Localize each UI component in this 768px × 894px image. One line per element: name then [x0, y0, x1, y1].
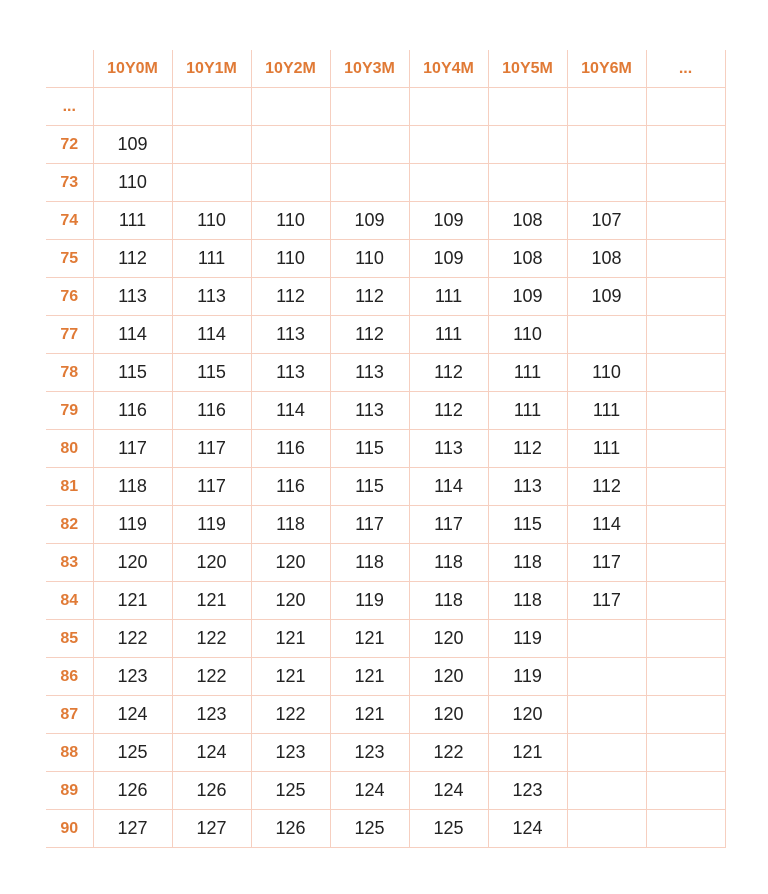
row-header: 76: [46, 278, 93, 316]
table-cell: [488, 126, 567, 164]
table-cell: 117: [567, 544, 646, 582]
table-cell: 121: [251, 658, 330, 696]
table-cell: 120: [409, 658, 488, 696]
table-cell: 108: [567, 240, 646, 278]
table-cell: 123: [251, 734, 330, 772]
table-cell: 109: [330, 202, 409, 240]
table-cell: [646, 430, 725, 468]
table-cell: 120: [488, 696, 567, 734]
data-table: [46, 50, 726, 848]
table-cell: 125: [330, 810, 409, 848]
table-row: [46, 316, 725, 354]
table-row: [46, 88, 725, 126]
table-cell: 119: [488, 658, 567, 696]
table-cell: [646, 88, 725, 126]
table-cell: [488, 88, 567, 126]
table-row: [46, 544, 725, 582]
table-cell: 113: [93, 278, 172, 316]
table-cell: [330, 164, 409, 202]
table-cell: 120: [172, 544, 251, 582]
table-cell: [567, 658, 646, 696]
table-cell: [646, 734, 725, 772]
table-cell: 120: [409, 696, 488, 734]
table-row: [46, 240, 725, 278]
row-header: 87: [46, 696, 93, 734]
column-header: 10Y0M: [93, 50, 172, 88]
table-cell: 113: [251, 316, 330, 354]
table-cell: [172, 164, 251, 202]
table-cell: [567, 88, 646, 126]
column-header: ...: [646, 50, 725, 88]
table-cell: 121: [330, 658, 409, 696]
table-cell: 114: [93, 316, 172, 354]
table-body: [46, 88, 725, 848]
table-cell: 124: [488, 810, 567, 848]
table-cell: 122: [251, 696, 330, 734]
table-cell: 111: [93, 202, 172, 240]
table-cell: [646, 810, 725, 848]
table-cell: 123: [172, 696, 251, 734]
table-cell: 124: [93, 696, 172, 734]
table-row: [46, 430, 725, 468]
table-cell: 125: [93, 734, 172, 772]
table-cell: [251, 126, 330, 164]
table-cell: 113: [330, 392, 409, 430]
table-cell: 110: [330, 240, 409, 278]
table-cell: 124: [330, 772, 409, 810]
row-header: 82: [46, 506, 93, 544]
table-cell: 109: [409, 202, 488, 240]
table-cell: 114: [409, 468, 488, 506]
table-cell: 109: [567, 278, 646, 316]
table-cell: 118: [488, 544, 567, 582]
column-header: 10Y6M: [567, 50, 646, 88]
table-cell: 117: [93, 430, 172, 468]
table-cell: 113: [488, 468, 567, 506]
row-header: 84: [46, 582, 93, 620]
table-cell: 117: [330, 506, 409, 544]
table-cell: 112: [409, 392, 488, 430]
table-row: [46, 582, 725, 620]
table-header: [46, 50, 725, 88]
table-cell: 113: [172, 278, 251, 316]
table-cell: 122: [93, 620, 172, 658]
table-row: [46, 734, 725, 772]
table-row: [46, 354, 725, 392]
table-cell: [567, 734, 646, 772]
table-cell: 108: [488, 240, 567, 278]
table-cell: 127: [172, 810, 251, 848]
table-cell: [646, 202, 725, 240]
table-cell: 121: [488, 734, 567, 772]
table-cell: 112: [251, 278, 330, 316]
table-cell: 114: [251, 392, 330, 430]
column-header: 10Y5M: [488, 50, 567, 88]
table-cell: 110: [172, 202, 251, 240]
table-cell: [409, 164, 488, 202]
table-cell: 121: [330, 696, 409, 734]
table-cell: 120: [93, 544, 172, 582]
table-row: [46, 468, 725, 506]
table-row: [46, 202, 725, 240]
table-cell: 115: [488, 506, 567, 544]
table-cell: 122: [172, 658, 251, 696]
table-cell: 112: [488, 430, 567, 468]
table-cell: 108: [488, 202, 567, 240]
row-header: 86: [46, 658, 93, 696]
table-cell: [567, 316, 646, 354]
table-cell: 123: [488, 772, 567, 810]
table-row: [46, 810, 725, 848]
table-cell: 125: [251, 772, 330, 810]
table-cell: 109: [93, 126, 172, 164]
table-cell: [93, 88, 172, 126]
table-cell: 111: [488, 392, 567, 430]
table-cell: 112: [93, 240, 172, 278]
table-cell: 118: [251, 506, 330, 544]
table-cell: 110: [251, 202, 330, 240]
table-cell: 119: [488, 620, 567, 658]
table-cell: [567, 620, 646, 658]
table-cell: [646, 544, 725, 582]
table-row: [46, 772, 725, 810]
table-cell: [646, 126, 725, 164]
table-row: [46, 164, 725, 202]
table-cell: 120: [251, 544, 330, 582]
table-cell: [646, 468, 725, 506]
table-cell: 121: [251, 620, 330, 658]
table-cell: 111: [409, 278, 488, 316]
table-cell: 110: [251, 240, 330, 278]
table-cell: 120: [409, 620, 488, 658]
table-cell: 117: [172, 468, 251, 506]
table-row: [46, 506, 725, 544]
table-cell: 124: [172, 734, 251, 772]
table-cell: 115: [172, 354, 251, 392]
table-cell: 117: [172, 430, 251, 468]
table-cell: 112: [409, 354, 488, 392]
table-cell: 118: [93, 468, 172, 506]
table-cell: 111: [488, 354, 567, 392]
table-cell: 118: [409, 544, 488, 582]
row-header: 80: [46, 430, 93, 468]
table-cell: [646, 658, 725, 696]
table-cell: 109: [409, 240, 488, 278]
table-cell: 124: [409, 772, 488, 810]
row-header: ...: [46, 88, 93, 126]
table-cell: 121: [93, 582, 172, 620]
table-cell: 123: [93, 658, 172, 696]
table-cell: 116: [251, 430, 330, 468]
table-cell: 117: [567, 582, 646, 620]
table-cell: 123: [330, 734, 409, 772]
table-row: [46, 658, 725, 696]
table-cell: 119: [172, 506, 251, 544]
table-cell: [330, 88, 409, 126]
table-cell: [646, 582, 725, 620]
table-cell: 118: [488, 582, 567, 620]
table-cell: 126: [251, 810, 330, 848]
table-cell: [172, 88, 251, 126]
table-row: [46, 392, 725, 430]
table-row: [46, 126, 725, 164]
table-cell: [251, 88, 330, 126]
table-cell: 113: [251, 354, 330, 392]
table-cell: [567, 772, 646, 810]
table-cell: [409, 126, 488, 164]
header-row: [46, 50, 725, 88]
table-cell: 119: [93, 506, 172, 544]
corner-cell: [46, 50, 93, 88]
row-header: 83: [46, 544, 93, 582]
table-cell: 115: [93, 354, 172, 392]
table-cell: 114: [172, 316, 251, 354]
table-cell: 126: [93, 772, 172, 810]
table-cell: 115: [330, 430, 409, 468]
row-header: 75: [46, 240, 93, 278]
column-header: 10Y1M: [172, 50, 251, 88]
table-cell: [646, 354, 725, 392]
table-cell: 110: [93, 164, 172, 202]
row-header: 74: [46, 202, 93, 240]
table-cell: [172, 126, 251, 164]
table-cell: 112: [330, 316, 409, 354]
row-header: 90: [46, 810, 93, 848]
row-header: 81: [46, 468, 93, 506]
table-cell: [567, 126, 646, 164]
table-cell: 117: [409, 506, 488, 544]
table-cell: [646, 696, 725, 734]
table-row: [46, 620, 725, 658]
table-cell: 116: [251, 468, 330, 506]
table-cell: 111: [567, 392, 646, 430]
row-header: 89: [46, 772, 93, 810]
column-header: 10Y3M: [330, 50, 409, 88]
row-header: 72: [46, 126, 93, 164]
table-cell: [646, 278, 725, 316]
table-cell: 109: [488, 278, 567, 316]
row-header: 88: [46, 734, 93, 772]
table-cell: [646, 240, 725, 278]
table-cell: 119: [330, 582, 409, 620]
table-cell: [567, 164, 646, 202]
table-cell: [646, 316, 725, 354]
table-cell: [646, 392, 725, 430]
row-header: 85: [46, 620, 93, 658]
table-cell: 118: [330, 544, 409, 582]
row-header: 77: [46, 316, 93, 354]
table-cell: 122: [172, 620, 251, 658]
row-header: 78: [46, 354, 93, 392]
table-cell: 122: [409, 734, 488, 772]
table-cell: 120: [251, 582, 330, 620]
table-cell: 125: [409, 810, 488, 848]
table-cell: 121: [330, 620, 409, 658]
table-cell: [251, 164, 330, 202]
table-cell: [646, 620, 725, 658]
table-cell: [488, 164, 567, 202]
column-header: 10Y2M: [251, 50, 330, 88]
table-cell: 118: [409, 582, 488, 620]
table-cell: [646, 772, 725, 810]
table-cell: 112: [330, 278, 409, 316]
table-cell: 110: [567, 354, 646, 392]
table-cell: 111: [567, 430, 646, 468]
table-row: [46, 696, 725, 734]
table-cell: [646, 164, 725, 202]
table-container: [46, 50, 726, 848]
table-cell: 111: [172, 240, 251, 278]
table-cell: 107: [567, 202, 646, 240]
table-cell: [646, 506, 725, 544]
table-cell: 111: [409, 316, 488, 354]
table-cell: 114: [567, 506, 646, 544]
table-cell: 115: [330, 468, 409, 506]
table-cell: 127: [93, 810, 172, 848]
table-cell: 126: [172, 772, 251, 810]
row-header: 73: [46, 164, 93, 202]
table-cell: [567, 810, 646, 848]
table-row: [46, 278, 725, 316]
table-cell: [567, 696, 646, 734]
table-cell: 110: [488, 316, 567, 354]
table-cell: [330, 126, 409, 164]
table-cell: 116: [172, 392, 251, 430]
table-cell: 116: [93, 392, 172, 430]
table-cell: 113: [330, 354, 409, 392]
row-header: 79: [46, 392, 93, 430]
table-cell: 113: [409, 430, 488, 468]
table-cell: 121: [172, 582, 251, 620]
table-cell: [409, 88, 488, 126]
table-cell: 112: [567, 468, 646, 506]
column-header: 10Y4M: [409, 50, 488, 88]
